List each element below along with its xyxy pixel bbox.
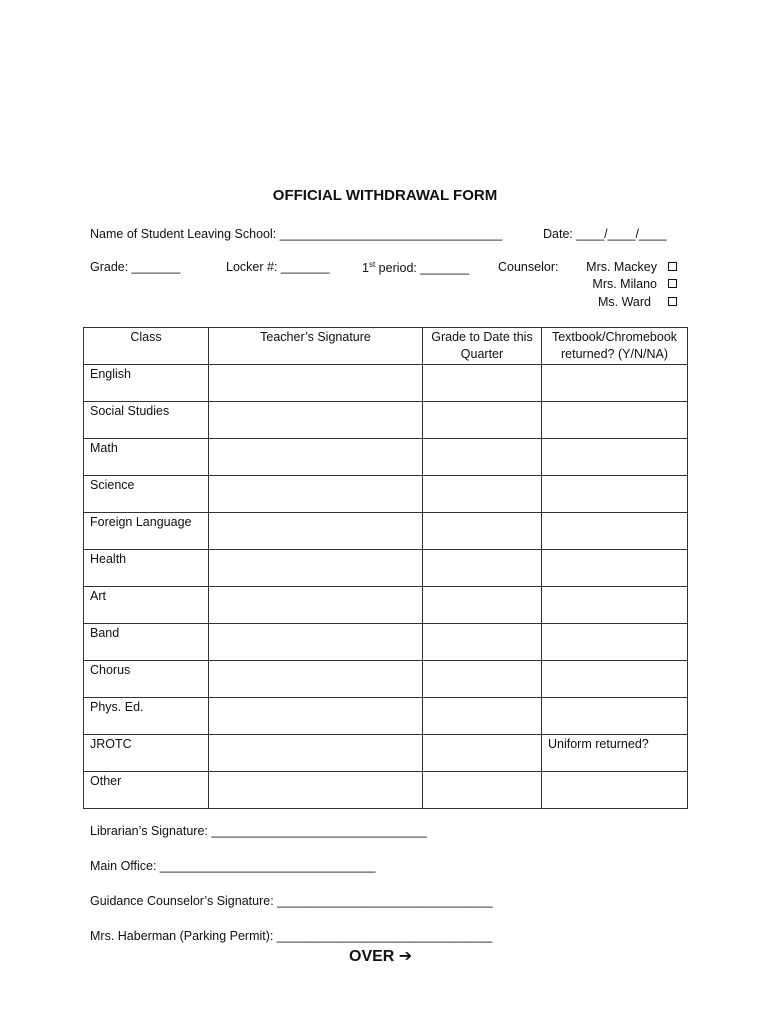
period-number: 1 xyxy=(362,261,369,276)
table-row xyxy=(84,513,688,550)
grade-cell[interactable] xyxy=(423,550,542,587)
teacher-signature-cell[interactable] xyxy=(209,735,423,772)
checkbox-mackey[interactable] xyxy=(668,262,677,271)
class-name: Phys. Ed. xyxy=(84,698,209,735)
checkbox-ward[interactable] xyxy=(668,297,677,306)
period-superscript: st xyxy=(368,260,376,269)
classes-table xyxy=(83,327,688,809)
period-label: period: _______ xyxy=(375,261,470,276)
table-row xyxy=(84,365,688,402)
uniform-returned-cell[interactable]: Uniform returned? xyxy=(542,735,688,772)
grade-cell[interactable] xyxy=(423,735,542,772)
returned-cell[interactable] xyxy=(542,661,688,698)
header-grade-to-date: Grade to Date this Quarter xyxy=(423,328,542,365)
grade-cell[interactable] xyxy=(423,661,542,698)
counselor-option-ward: Ms. Ward xyxy=(597,295,651,309)
class-name: Art xyxy=(84,587,209,624)
teacher-signature-cell[interactable] xyxy=(209,624,423,661)
counselor-option-milano: Mrs. Milano xyxy=(592,277,657,291)
over-label: OVER xyxy=(349,948,395,965)
returned-cell[interactable] xyxy=(542,439,688,476)
returned-cell[interactable] xyxy=(542,698,688,735)
date-field[interactable]: Date: ____/____/____ xyxy=(543,227,667,241)
counselor-label: Counselor: xyxy=(498,260,559,274)
checkbox-milano[interactable] xyxy=(668,279,677,288)
student-name-field[interactable]: Name of Student Leaving School: ________________________________ xyxy=(90,227,503,241)
returned-cell[interactable] xyxy=(542,476,688,513)
table-row xyxy=(84,772,688,809)
returned-cell[interactable] xyxy=(542,624,688,661)
returned-cell[interactable] xyxy=(542,550,688,587)
class-name: Band xyxy=(84,624,209,661)
class-name: Health xyxy=(84,550,209,587)
class-name: Math xyxy=(84,439,209,476)
table-row xyxy=(84,624,688,661)
grade-cell[interactable] xyxy=(423,439,542,476)
arrow-right-icon: ➔ xyxy=(398,948,413,965)
teacher-signature-cell[interactable] xyxy=(209,365,423,402)
teacher-signature-cell[interactable] xyxy=(209,402,423,439)
table-row xyxy=(84,476,688,513)
teacher-signature-cell[interactable] xyxy=(209,661,423,698)
class-name: Other xyxy=(84,772,209,809)
teacher-signature-cell[interactable] xyxy=(209,476,423,513)
over-indicator xyxy=(349,946,412,966)
teacher-signature-cell[interactable] xyxy=(209,513,423,550)
table-header-row xyxy=(84,328,688,365)
main-office-field[interactable]: Main Office: _______________________________ xyxy=(90,859,376,873)
returned-cell[interactable] xyxy=(542,402,688,439)
grade-cell[interactable] xyxy=(423,476,542,513)
grade-cell[interactable] xyxy=(423,365,542,402)
teacher-signature-cell[interactable] xyxy=(209,698,423,735)
returned-cell[interactable] xyxy=(542,772,688,809)
class-name: JROTC xyxy=(84,735,209,772)
teacher-signature-cell[interactable] xyxy=(209,439,423,476)
grade-field[interactable]: Grade: _______ xyxy=(90,260,181,274)
teacher-signature-cell[interactable] xyxy=(209,587,423,624)
table-row xyxy=(84,698,688,735)
grade-cell[interactable] xyxy=(423,772,542,809)
counselor-option-mackey: Mrs. Mackey xyxy=(586,260,657,274)
returned-cell[interactable] xyxy=(542,513,688,550)
grade-cell[interactable] xyxy=(423,587,542,624)
returned-cell[interactable] xyxy=(542,365,688,402)
header-class: Class xyxy=(84,328,209,365)
table-row xyxy=(84,550,688,587)
returned-cell[interactable] xyxy=(542,587,688,624)
teacher-signature-cell[interactable] xyxy=(209,772,423,809)
grade-cell[interactable] xyxy=(423,624,542,661)
form-title: OFFICIAL WITHDRAWAL FORM xyxy=(272,187,498,204)
teacher-signature-cell[interactable] xyxy=(209,550,423,587)
locker-field[interactable]: Locker #: _______ xyxy=(226,260,330,274)
grade-cell[interactable] xyxy=(423,698,542,735)
header-teacher-signature: Teacher’s Signature xyxy=(209,328,423,365)
class-name: Social Studies xyxy=(84,402,209,439)
class-name: Chorus xyxy=(84,661,209,698)
guidance-counselor-signature-field[interactable]: Guidance Counselor’s Signature: _______________________________ xyxy=(90,894,493,908)
parking-permit-field[interactable]: Mrs. Haberman (Parking Permit): _______________________________ xyxy=(90,929,493,943)
table-row xyxy=(84,402,688,439)
table-row xyxy=(84,439,688,476)
first-period-field[interactable] xyxy=(362,260,469,275)
table-row xyxy=(84,587,688,624)
grade-cell[interactable] xyxy=(423,513,542,550)
class-name: Science xyxy=(84,476,209,513)
table-row xyxy=(84,661,688,698)
header-textbook-returned: Textbook/Chromebook returned? (Y/N/NA) xyxy=(542,328,688,365)
class-name: English xyxy=(84,365,209,402)
class-name: Foreign Language xyxy=(84,513,209,550)
librarian-signature-field[interactable]: Librarian’s Signature: _______________________________ xyxy=(90,824,427,838)
table-row xyxy=(84,735,688,772)
grade-cell[interactable] xyxy=(423,402,542,439)
